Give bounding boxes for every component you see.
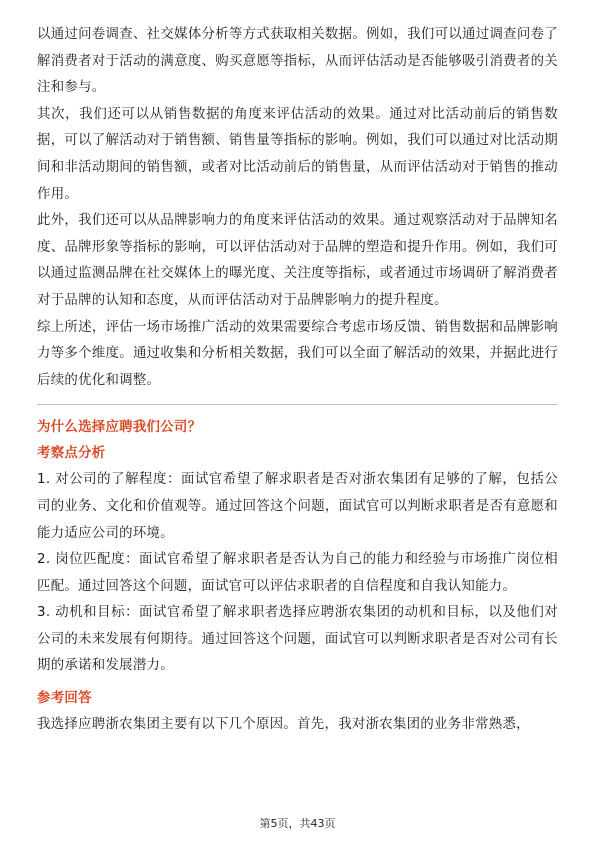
paragraph: 以通过问卷调查、社交媒体分析等方式获取相关数据。例如，我们可以通过调查问卷了解消费者对于活动的满意度、购买意愿等指标，从而评估活动是否能够吸引消费者的关注和参与。 <box>37 27 558 96</box>
paragraph: 综上所述，评估一场市场推广活动的效果需要综合考虑市场反馈、销售数据和品牌影响力等多个维度。通过收集和分析相关数据，我们可以全面了解活动的效果，并据此进行后续的优化和调整。 <box>37 319 558 388</box>
analysis-point: 3. 动机和目标：面试官希望了解求职者选择应聘浙农集团的动机和目标，以及他们对公司的未来发展有何期待。通过回答这个问题，面试官可以判断求职者是否对公司有长期的承诺和发展潜力。 <box>37 605 558 674</box>
answer-paragraph: 我选择应聘浙农集团主要有以下几个原因。首先，我对浙农集团的业务非常熟悉， <box>37 717 530 733</box>
page-number-footer: 第5页，共43页 <box>259 817 336 830</box>
paragraph: 此外，我们还可以从品牌影响力的角度来评估活动的效果。通过观察活动对于品牌知名度、品牌形象等指标的影响，可以评估活动对于品牌的塑造和提升作用。例如，我们可以通过监测品牌在社交媒体上的曝光度、关注度等指标，或者通过市场调研了解消费者对于品牌的认知和态度，从而评估活动对于品牌影响力的提升程度。 <box>37 213 558 308</box>
section-divider <box>37 404 558 405</box>
question-heading: 为什么选择应聘我们公司？ <box>37 420 202 436</box>
analysis-point: 1. 对公司的了解程度：面试官希望了解求职者是否对浙农集团有足够的了解，包括公司的业务、文化和价值观等。通过回答这个问题，面试官可以判断求职者是否有意愿和能力适应公司的环境。 <box>37 472 558 541</box>
page-content <box>37 22 558 739</box>
analysis-point: 2. 岗位匹配度：面试官希望了解求职者是否认为自己的能力和经验与市场推广岗位相匹配。通过回答这个问题，面试官可以评估求职者的自信程度和自我认知能力。 <box>37 552 558 594</box>
paragraph: 其次，我们还可以从销售数据的角度来评估活动的效果。通过对比活动前后的销售数据，可以了解活动对于销售额、销售量等指标的影响。例如，我们可以通过对比活动期间和非活动期间的销售额，或者对比活动前后的销售量，从而评估活动对于销售的推动作用。 <box>37 106 558 202</box>
analysis-heading: 考察点分析 <box>37 446 106 462</box>
answer-heading: 参考回答 <box>37 691 92 707</box>
